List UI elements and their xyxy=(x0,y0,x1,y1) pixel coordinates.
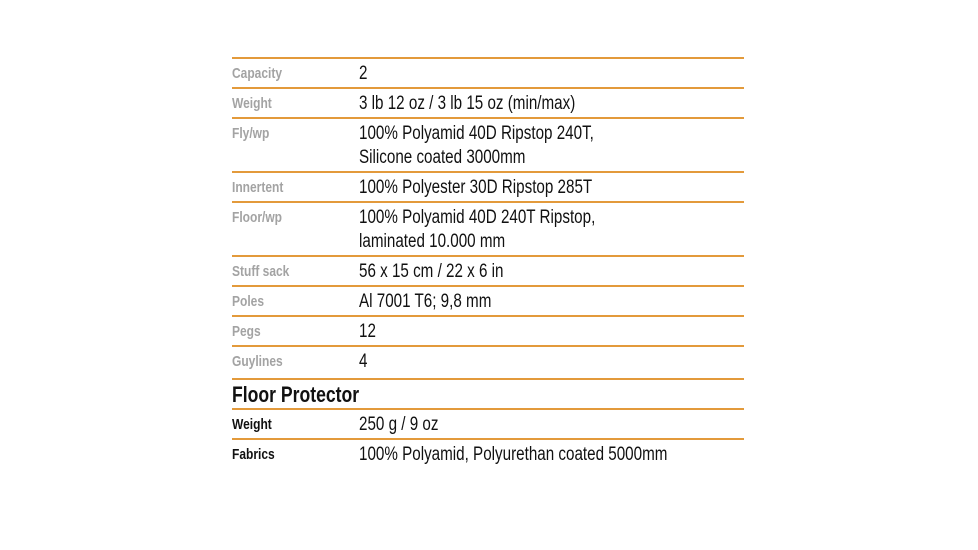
spec-value-line: 3 lb 12 oz / 3 lb 15 oz (min/max) xyxy=(359,93,576,114)
spec-value-line: Al 7001 T6; 9,8 mm xyxy=(359,291,492,312)
spec-row xyxy=(232,438,744,468)
spec-value-line: 100% Polyester 30D Ripstop 285T xyxy=(359,177,593,198)
spec-value xyxy=(359,59,370,87)
spec-value-line: laminated 10.000 mm xyxy=(359,231,506,252)
spec-row xyxy=(232,171,744,201)
spec-value-line: 4 xyxy=(359,351,368,372)
section-title xyxy=(232,378,744,408)
spec-row xyxy=(232,255,744,285)
spec-row xyxy=(232,345,744,375)
spec-value-line: Silicone coated 3000mm xyxy=(359,147,526,168)
spec-value-line: 100% Polyamid 40D Ripstop 240T, xyxy=(359,123,594,144)
spec-value-line: 56 x 15 cm / 22 x 6 in xyxy=(359,261,504,282)
spec-row xyxy=(232,408,744,438)
spec-value xyxy=(359,410,458,438)
spec-label xyxy=(232,287,359,315)
spec-label-text: Fly/wp xyxy=(232,125,270,142)
spec-label xyxy=(232,59,359,87)
spec-value-line: 12 xyxy=(359,321,376,342)
spec-label-text: Floor/wp xyxy=(232,209,282,226)
spec-label-text: Innertent xyxy=(232,179,284,196)
spec-value xyxy=(359,317,380,345)
spec-label-text: Weight xyxy=(232,416,272,433)
spec-row xyxy=(232,117,744,171)
spec-label-text: Fabrics xyxy=(232,446,275,463)
spec-value xyxy=(359,347,370,375)
spec-label xyxy=(232,257,359,285)
spec-value-text: 250 g / 9 oz xyxy=(359,414,439,435)
spec-value xyxy=(359,257,540,285)
spec-value xyxy=(359,440,745,468)
spec-label xyxy=(232,410,359,438)
spec-value xyxy=(359,287,524,315)
spec-label xyxy=(232,203,359,255)
spec-value xyxy=(359,173,651,201)
spec-value-line: 2 xyxy=(359,63,368,84)
spec-label xyxy=(232,317,359,345)
spec-row xyxy=(232,201,744,255)
spec-value-text: 100% Polyamid, Polyurethan coated 5000mm xyxy=(359,444,668,465)
spec-value xyxy=(359,203,654,255)
spec-label-text: Stuff sack xyxy=(232,263,290,280)
spec-label-text: Weight xyxy=(232,95,272,112)
spec-row xyxy=(232,87,744,117)
spec-label-text: Pegs xyxy=(232,323,261,340)
spec-row xyxy=(232,57,744,87)
spec-label-text: Capacity xyxy=(232,65,283,82)
spec-value xyxy=(359,89,629,117)
spec-label xyxy=(232,173,359,201)
spec-label xyxy=(232,119,359,171)
spec-label xyxy=(232,347,359,375)
section-title-text: Floor Protector xyxy=(232,382,360,407)
spec-label xyxy=(232,89,359,117)
spec-value xyxy=(359,119,653,171)
spec-row xyxy=(232,315,744,345)
spec-row xyxy=(232,285,744,315)
spec-label xyxy=(232,440,359,468)
spec-table xyxy=(232,57,744,468)
spec-label-text: Guylines xyxy=(232,353,283,370)
spec-label-text: Poles xyxy=(232,293,265,310)
spec-value-line: 100% Polyamid 40D 240T Ripstop, xyxy=(359,207,596,228)
